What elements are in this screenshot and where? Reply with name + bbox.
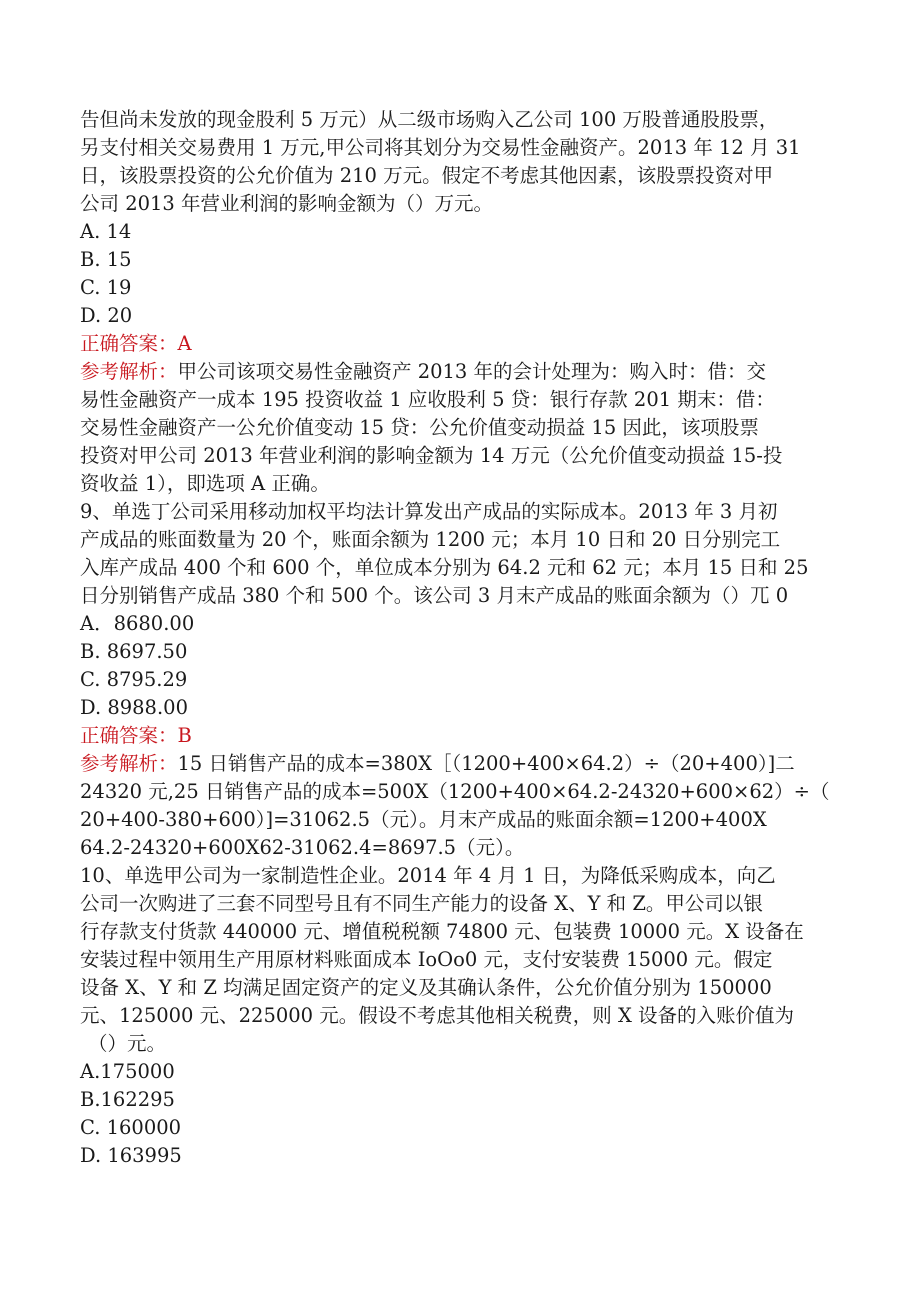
question-stem-line: 日分别销售产成品 380 个和 500 个。该公司 3 月末产成品的账面余额为（）兀 0 (80, 584, 789, 607)
question-stem-line: 设备 X、Y 和 Z 均满足固定资产的定义及其确认条件，公允价值分别为 150000 (80, 976, 772, 999)
answer-label: 正确答案： (80, 724, 178, 747)
question-stem-line: 9、单选丁公司采用移动加权平均法计算发出产成品的实际成本。2013 年 3 月初 (80, 500, 778, 523)
analysis-text: 甲公司该项交易性金融资产 2013 年的会计处理为：购入时：借：交 (177, 360, 767, 383)
question-stem-line: （）元。 (88, 1032, 167, 1055)
analysis-text: 15 日销售产品的成本=380X［（1200+400×64.2）÷（20+400）]二 (177, 752, 795, 775)
question-stem-line: 公司 2013 年营业利润的影响金额为（）万元。 (80, 192, 494, 215)
option-d: D. 20 (80, 304, 133, 327)
analysis-label: 参考解析： (80, 360, 178, 383)
option-b: B. 15 (80, 248, 132, 271)
option-d: D. 163995 (80, 1144, 182, 1167)
analysis-line: 易性金融资产一成本 195 投资收益 1 应收股利 5 贷：银行存款 201 期末：借： (80, 388, 775, 411)
question-stem-line: 告但尚未发放的现金股利 5 万元）从二级市场购入乙公司 100 万股普通股股票， (80, 108, 779, 131)
question-9 (80, 498, 860, 862)
analysis-line (80, 358, 860, 386)
question-stem-line: 产成品的账面数量为 20 个，账面余额为 1200 元；本月 10 日和 20 日分别完工 (80, 528, 781, 551)
question-stem-line: 元、125000 元、225000 元。假设不考虑其他相关税费，则 X 设备的入账价值为 (80, 1004, 795, 1027)
option-a: A. 14 (80, 220, 132, 243)
answer-label: 正确答案： (80, 332, 178, 355)
analysis-line: 20+400-380+600）]=31062.5（元）。月末产成品的账面余额=1200+400X (80, 808, 767, 831)
option-c: C. 160000 (80, 1116, 182, 1139)
analysis-line: 64.2-24320+600X62-31062.4=8697.5（元）。 (80, 836, 525, 859)
correct-answer (80, 722, 860, 750)
question-stem-line: 行存款支付货款 440000 元、增值税税额 74800 元、包装费 10000 元。X 设备在 (80, 920, 804, 943)
analysis-label: 参考解析： (80, 752, 178, 775)
option-a: A.175000 (80, 1060, 175, 1083)
question-10 (80, 862, 860, 1170)
question-8 (80, 106, 860, 498)
question-stem-line: 日，该股票投资的公允价值为 210 万元。假定不考虑其他因素，该股票投资对甲 (80, 164, 774, 187)
question-stem-line: 另支付相关交易费用 1 万元,甲公司将其划分为交易性金融资产。2013 年 12 月 31 (80, 136, 801, 159)
analysis-line: 资收益 1），即选项 A 正确。 (80, 472, 330, 495)
document-page (80, 106, 860, 1170)
analysis-line (80, 750, 860, 778)
answer-value: A (177, 332, 192, 355)
option-c: C. 8795.29 (80, 668, 188, 691)
option-a: A．8680.00 (80, 612, 195, 635)
analysis-line: 投资对甲公司 2013 年营业利润的影响金额为 14 万元（公允价值变动损益 15-投 (80, 444, 783, 467)
option-c: C. 19 (80, 276, 132, 299)
question-stem-line: 入库产成品 400 个和 600 个，单位成本分别为 64.2 元和 62 元；本月 15 日和 25 (80, 556, 809, 579)
analysis-line: 24320 元,25 日销售产品的成本=500X（1200+400×64.2-24320+600×62）÷（ (80, 780, 830, 803)
correct-answer (80, 330, 860, 358)
question-stem-line: 10、单选甲公司为一家制造性企业。2014 年 4 月 1 日，为降低采购成本，向乙 (80, 864, 776, 887)
question-stem-line: 公司一次购进了三套不同型号且有不同生产能力的设备 X、Y 和 Z。甲公司以银 (80, 892, 763, 915)
question-stem-line: 安装过程中领用生产用原材料账面成本 IoOo0 元，支付安装费 15000 元。假定 (80, 948, 773, 971)
option-d: D. 8988.00 (80, 696, 188, 719)
answer-value: B (177, 724, 192, 747)
option-b: B. 8697.50 (80, 640, 188, 663)
analysis-line: 交易性金融资产一公允价值变动 15 贷：公允价值变动损益 15 因此，该项股票 (80, 416, 759, 439)
option-b: B.162295 (80, 1088, 175, 1111)
